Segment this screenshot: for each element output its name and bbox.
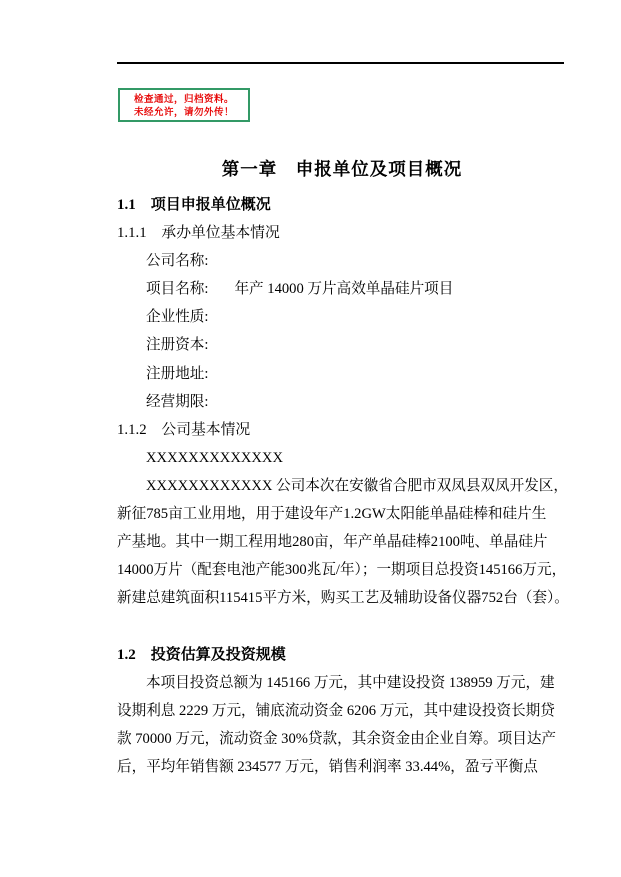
field-business-term [117, 388, 567, 416]
para-line: 新建总建筑面积115415平方米，购买工艺及辅助设备仪器752台（套）。 [117, 590, 569, 607]
field-company-name [117, 247, 567, 275]
blank-line [117, 612, 567, 640]
heading-1-1-2: 1.1.2 公司基本情况 [117, 421, 251, 438]
para-line: XXXXXXXXXXXX 公司本次在安徽省合肥市双凤县双凤开发区， [146, 477, 568, 494]
para-line: 新征785亩工业用地，用于建设年产1.2GW太阳能单晶硅棒和硅片生 [117, 506, 547, 523]
document-body [117, 191, 567, 781]
document-content [117, 0, 567, 781]
para-line: 产基地。其中一期工程用地280亩，年产单晶硅棒2100吨、单晶硅片 [117, 534, 548, 551]
stamp-line-2: 未经允许，请勿外传！ [133, 107, 234, 118]
field-enterprise-type [117, 303, 567, 331]
stamp-line-1: 检查通过，归档资料。 [133, 94, 234, 105]
field-registered-capital [117, 331, 567, 359]
field-project-name [117, 275, 567, 303]
field-label: 经营期限: [146, 393, 209, 410]
field-label: 注册资本: [146, 337, 209, 354]
field-value: 年产 14000 万片高效单晶硅片项目 [234, 281, 454, 298]
chapter-title: 第一章 申报单位及项目概况 [221, 159, 463, 179]
heading-1-1-1: 1.1.1 承办单位基本情况 [117, 225, 280, 242]
para-line: 设期利息 2229 万元，铺底流动资金 6206 万元，其中建设投资长期贷 [117, 702, 555, 719]
para-line: 款 70000 万元，流动资金 30%贷款，其余资金由企业自筹。项目达产 [117, 730, 557, 747]
field-label: 公司名称: [146, 253, 209, 270]
field-registered-address [117, 360, 567, 388]
heading-1-2: 1.2 投资估算及投资规模 [117, 646, 286, 663]
field-label: 注册地址: [146, 365, 209, 382]
para-line: 本项目投资总额为 145166 万元，其中建设投资 138959 万元，建 [146, 674, 555, 691]
para-line: XXXXXXXXXXXXX [146, 449, 284, 466]
field-label: 项目名称: [146, 281, 209, 298]
para-line: 14000万片（配套电池产能300兆瓦/年）；一期项目总投资145166万元， [117, 562, 567, 579]
heading-1-1: 1.1 项目申报单位概况 [117, 197, 271, 213]
para-line: 后，平均年销售额 234577 万元，销售利润率 33.44%，盈亏平衡点 [117, 758, 538, 775]
field-label: 企业性质: [146, 309, 209, 326]
